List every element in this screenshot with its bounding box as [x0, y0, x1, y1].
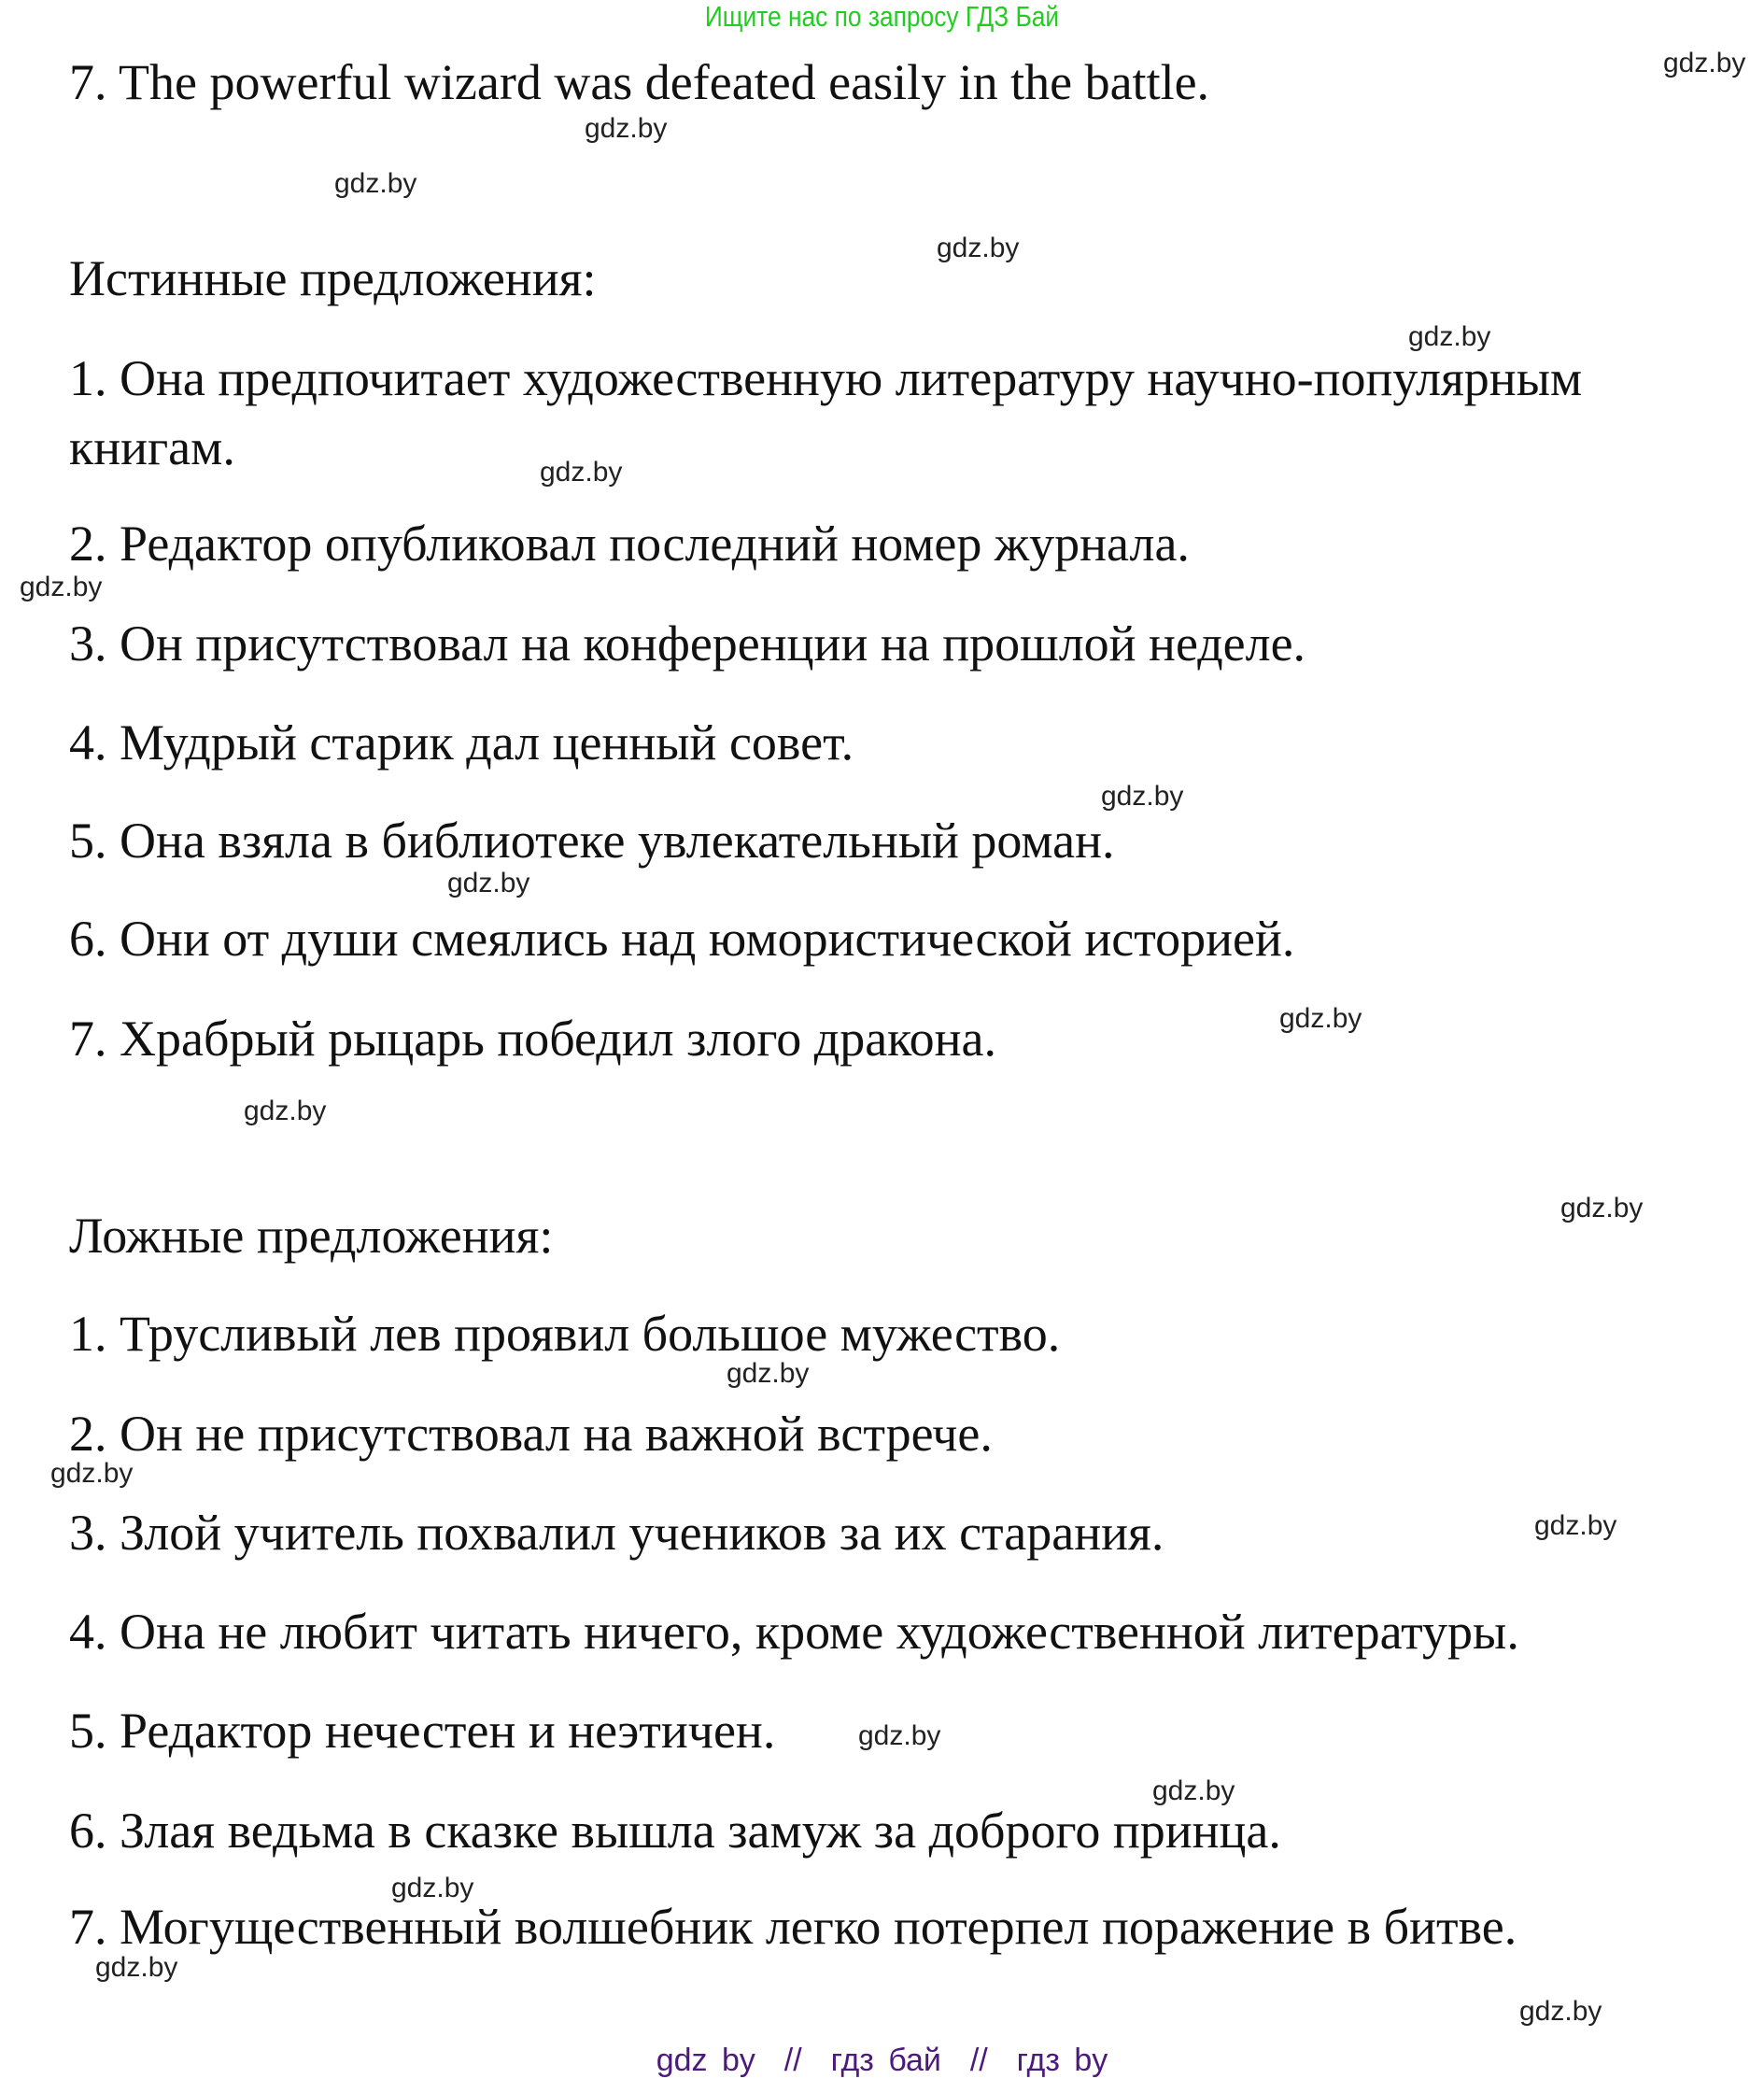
watermark: gdz.by	[1519, 1996, 1602, 2027]
true-item: 6. Они от души смеялись над юмористической историей.	[69, 911, 1295, 967]
false-item: 4. Она не любит читать ничего, кроме художественной литературы.	[69, 1604, 1519, 1660]
true-section-title: Истинные предложения:	[69, 250, 597, 306]
watermark: gdz.by	[50, 1458, 134, 1489]
watermark: gdz.by	[727, 1358, 810, 1389]
false-item: 1. Трусливый лев проявил большое мужество.	[69, 1306, 1061, 1362]
watermark: gdz.by	[20, 572, 103, 602]
true-item: 4. Мудрый старик дал ценный совет.	[69, 714, 854, 771]
false-item: 7. Могущественный волшебник легко потерпел поражение в битве.	[69, 1899, 1517, 1955]
watermark: gdz.by	[937, 233, 1020, 263]
watermark: gdz.by	[1152, 1775, 1235, 1806]
true-item: 5. Она взяла в библиотеке увлекательный роман.	[69, 813, 1115, 869]
search-hint-header: Ищите нас по запросу ГДЗ Бай	[704, 0, 1060, 33]
watermark: gdz.by	[858, 1720, 941, 1751]
watermark: gdz.by	[540, 457, 623, 488]
english-sentence: 7. The powerful wizard was defeated easily in the battle.	[69, 54, 1210, 110]
false-item: 5. Редактор нечестен и неэтичен.	[69, 1703, 776, 1759]
watermark: gdz.by	[1101, 781, 1184, 812]
true-item: 3. Он присутствовал на конференции на прошлой неделе.	[69, 615, 1306, 672]
true-item: 7. Храбрый рыцарь победил злого дракона.	[69, 1011, 997, 1067]
watermark: gdz.by	[585, 113, 668, 144]
watermark: gdz.by	[244, 1096, 327, 1126]
watermark: gdz.by	[1663, 48, 1746, 78]
footer-links: gdz by // гдз бай // гдз by	[656, 2043, 1108, 2078]
true-item: 2. Редактор опубликовал последний номер журнала.	[69, 516, 1190, 572]
watermark: gdz.by	[334, 168, 417, 199]
watermark: gdz.by	[391, 1873, 474, 1903]
watermark: gdz.by	[1408, 321, 1491, 352]
true-item-continuation: книгам.	[69, 419, 235, 475]
watermark: gdz.by	[1534, 1510, 1617, 1541]
false-item: 2. Он не присутствовал на важной встрече.	[69, 1406, 993, 1462]
watermark: gdz.by	[95, 1952, 178, 1983]
watermark: gdz.by	[1560, 1193, 1644, 1223]
watermark: gdz.by	[1279, 1003, 1362, 1034]
watermark: gdz.by	[447, 868, 530, 898]
false-section-title: Ложные предложения:	[69, 1208, 554, 1264]
true-item: 1. Она предпочитает художественную литературу научно-популярным	[69, 350, 1583, 406]
false-item: 3. Злой учитель похвалил учеников за их старания.	[69, 1505, 1164, 1561]
false-item: 6. Злая ведьма в сказке вышла замуж за доброго принца.	[69, 1803, 1281, 1859]
